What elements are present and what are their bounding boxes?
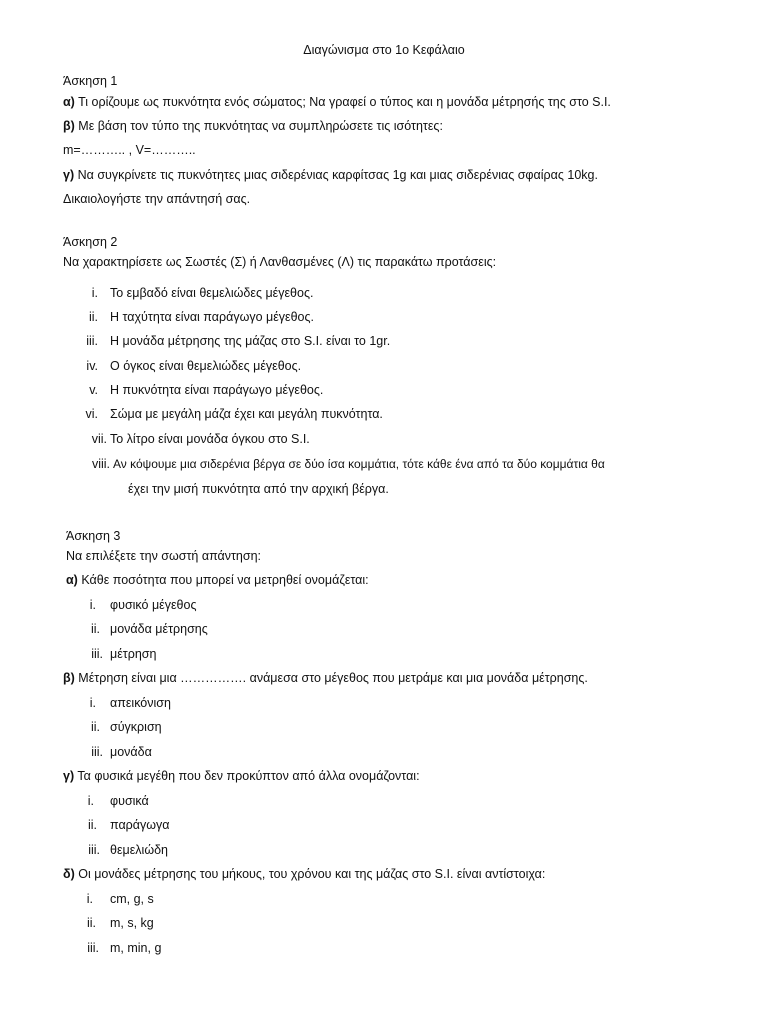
ex3-question-a (66, 572, 369, 588)
ex1-c-text: Να συγκρίνετε τις πυκνότητες μιας σιδερένιας καρφίτσας 1g και μιας σιδερένιας σφαίρας 10kg. (77, 168, 598, 182)
ex2-item-number: ii. (88, 310, 98, 324)
ex3-c-text: Τα φυσικά μεγέθη που δεν προκύπτον από άλλα ονομάζονται: (77, 769, 420, 783)
ex3-option-number: iii. (87, 941, 99, 955)
ex2-item-number: iv. (86, 359, 98, 373)
ex2-intro: Να χαρακτηρίσετε ως Σωστές (Σ) ή Λανθασμένες (Λ) τις παρακάτω προτάσεις: (63, 255, 497, 269)
ex3-d-text: Οι μονάδες μέτρησης του μήκους, του χρόνου και της μάζας στο S.I. είναι αντίστοιχα: (78, 867, 546, 881)
ex2-heading: Άσκηση 2 (63, 235, 118, 249)
ex3-option-text: φυσικό μέγεθος (110, 598, 197, 612)
ex3-option-number: ii. (90, 720, 100, 734)
ex2-item-text: Η ταχύτητα είναι παράγωγο μέγεθος. (110, 310, 315, 324)
ex3-b-label: β) (63, 671, 75, 685)
document-title: Διαγώνισμα στο 1ο Κεφάλαιο (303, 43, 465, 57)
ex3-b-text: Μέτρηση είναι μια ……………. ανάμεσα στο μέγεθος που μετράμε και μια μονάδα μέτρησης. (78, 671, 588, 685)
ex3-option-number: i. (87, 794, 94, 808)
ex3-option-number: ii. (87, 818, 97, 832)
ex3-option-number: i. (89, 696, 96, 710)
ex3-question-d (63, 866, 545, 882)
ex2-item-text: Το λίτρο είναι μονάδα όγκου στο S.I. (110, 432, 310, 446)
ex2-item-number: v. (89, 383, 98, 397)
ex2-item-text: Αν κόψουμε μια σιδερένια βέργα σε δύο ίσα κομμάτια, τότε κάθε ένα από τα δύο κομμάτια θα (113, 457, 605, 471)
ex1-b-text: Με βάση τον τύπο της πυκνότητας να συμπληρώσετε τις ισότητες: (78, 119, 443, 133)
ex3-option-number: ii. (86, 916, 96, 930)
ex1-heading: Άσκηση 1 (63, 74, 118, 88)
ex2-item-text: Ο όγκος είναι θεμελιώδες μέγεθος. (110, 359, 302, 373)
ex3-heading: Άσκηση 3 (66, 529, 121, 543)
ex3-option-number: iii. (91, 745, 103, 759)
ex1-b-label: β) (63, 119, 75, 133)
ex1-question-b (63, 118, 443, 134)
ex2-item-number: vi. (85, 407, 98, 421)
ex3-option-text: παράγωγα (110, 818, 170, 832)
ex1-b-blanks: m=……….. , V=……….. (63, 143, 196, 157)
ex3-question-b (63, 670, 588, 686)
ex3-option-text: σύγκριση (110, 720, 162, 734)
ex3-question-c (63, 768, 420, 784)
ex1-c-text-continued: Δικαιολογήστε την απάντησή σας. (63, 192, 251, 206)
ex3-a-label: α) (66, 573, 78, 587)
ex1-c-label: γ) (63, 168, 75, 182)
ex2-item-number: iii. (86, 334, 98, 348)
ex3-option-text: μέτρηση (110, 647, 157, 661)
ex3-option-text: m, min, g (110, 941, 162, 955)
ex2-item-number: vii. (91, 432, 107, 446)
ex3-option-text: μονάδα (110, 745, 152, 759)
ex3-option-text: m, s, kg (110, 916, 154, 930)
ex3-option-text: φυσικά (110, 794, 149, 808)
ex2-item-text: Η πυκνότητα είναι παράγωγο μέγεθος. (110, 383, 324, 397)
ex1-a-text: Τι ορίζουμε ως πυκνότητα ενός σώματος; Να γραφεί ο τύπος και η μονάδα μέτρησής της στο S.I. (78, 95, 611, 109)
ex3-option-number: i. (86, 892, 93, 906)
ex2-item-text-continued: έχει την μισή πυκνότητα από την αρχική βέργα. (128, 482, 389, 496)
ex3-d-label: δ) (63, 867, 75, 881)
ex2-item-text: Το εμβαδό είναι θεμελιώδες μέγεθος. (110, 286, 314, 300)
ex2-item-text: Η μονάδα μέτρησης της μάζας στο S.I. είναι το 1gr. (110, 334, 391, 348)
ex2-item-number: i. (91, 286, 98, 300)
ex3-option-text: μονάδα μέτρησης (110, 622, 208, 636)
ex3-intro: Να επιλέξετε την σωστή απάντηση: (66, 549, 262, 563)
ex2-item-text: Σώμα με μεγάλη μάζα έχει και μεγάλη πυκνότητα. (110, 407, 383, 421)
ex3-option-number: i. (89, 598, 96, 612)
ex3-option-number: iii. (88, 843, 100, 857)
ex3-option-text: θεμελιώδη (110, 843, 168, 857)
ex3-option-text: cm, g, s (110, 892, 154, 906)
ex1-question-a (63, 94, 611, 110)
ex3-a-text: Κάθε ποσότητα που μπορεί να μετρηθεί ονομάζεται: (81, 573, 369, 587)
ex2-item-number: viii. (91, 457, 110, 471)
ex1-a-label: α) (63, 95, 75, 109)
ex1-question-c (63, 167, 598, 183)
ex3-option-number: ii. (90, 622, 100, 636)
ex3-c-label: γ) (63, 769, 75, 783)
ex3-option-number: iii. (91, 647, 103, 661)
ex3-option-text: απεικόνιση (110, 696, 171, 710)
